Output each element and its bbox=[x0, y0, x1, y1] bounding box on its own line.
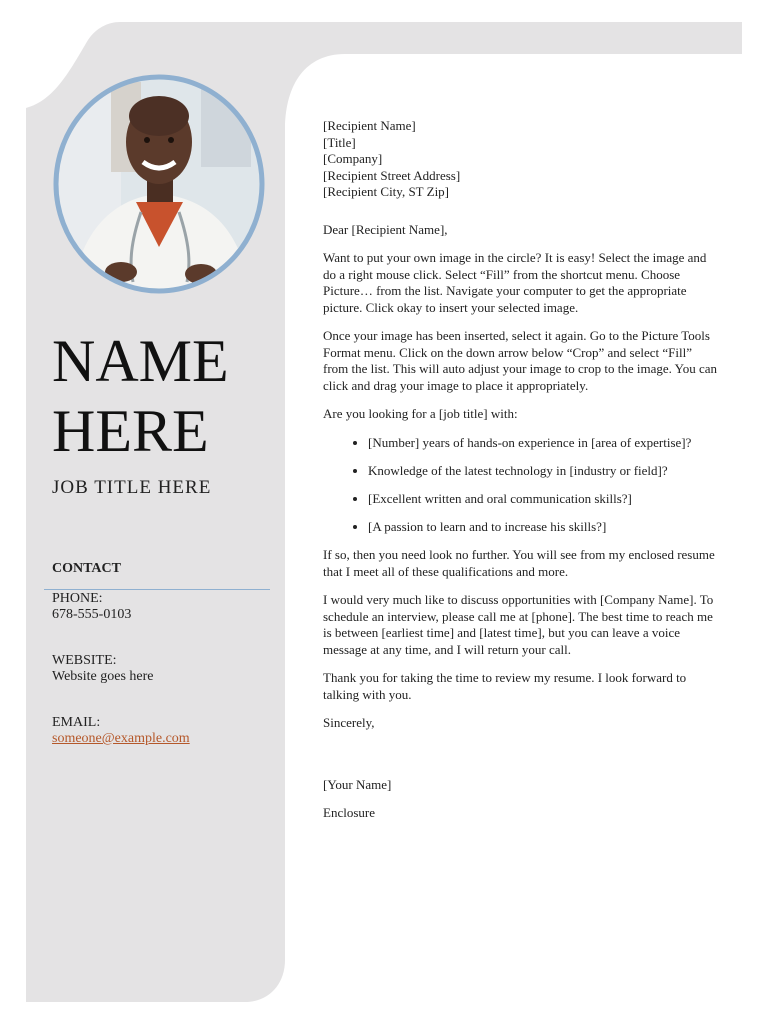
phone-value: 678-555-0103 bbox=[52, 607, 132, 622]
paragraph-2: Once your image has been inserted, select it again. Go to the Picture Tools Format menu. Click on the down arrow below “Crop” and select “Fill” from the list. This will auto adjust your image to crop to the image. You can click and drag your image to place it appropriately. bbox=[323, 328, 718, 393]
address-line: [Recipient Street Address] bbox=[323, 167, 461, 183]
enclosure: Enclosure bbox=[323, 805, 375, 820]
contact-heading: CONTACT bbox=[52, 561, 121, 576]
contact-divider bbox=[44, 589, 270, 590]
qualifications-list bbox=[323, 435, 718, 536]
email-label: EMAIL: bbox=[52, 715, 101, 730]
paragraph-4: If so, then you need look no further. You will see from my enclosed resume that I meet all of these qualifications and more. bbox=[323, 547, 715, 579]
recipient-address bbox=[323, 118, 718, 201]
website-label: WEBSITE: bbox=[52, 653, 117, 668]
address-line: [Title] bbox=[323, 134, 356, 150]
name-line-2: HERE bbox=[52, 398, 209, 464]
email-block bbox=[52, 715, 190, 747]
list-item: • Knowledge of the latest technology in [industry or field]? bbox=[368, 463, 718, 480]
address-line: [Recipient Name] bbox=[323, 118, 416, 133]
list-item: • [Excellent written and oral communication skills?] bbox=[368, 491, 718, 508]
paragraph-5: I would very much like to discuss opportunities with [Company Name]. To schedule an interview, please call me at [phone]. The best time to reach me is between [earliest time] and [latest time], but you can leave a voice message at any time, and I will return your call. bbox=[323, 592, 714, 657]
closing: Sincerely, bbox=[323, 715, 375, 730]
paragraph-6: Thank you for taking the time to review my resume. I look forward to talking with you. bbox=[323, 670, 687, 702]
name-line-1: NAME bbox=[52, 328, 229, 394]
address-line: [Recipient City, ST Zip] bbox=[323, 184, 450, 199]
website-value: Website goes here bbox=[52, 669, 154, 684]
profile-photo[interactable] bbox=[51, 72, 267, 296]
your-name: [Your Name] bbox=[323, 776, 392, 792]
signature-space bbox=[323, 744, 718, 777]
website-block bbox=[52, 653, 154, 685]
paragraph-1: Want to put your own image in the circle? It is easy! Select the image and do a right mouse click. Select “Fill” from the shortcut menu. Choose Picture… from the list. Navigate your computer to get the appropriate picture. Click okay to insert your selected image. bbox=[323, 250, 707, 315]
address-line: [Company] bbox=[323, 151, 383, 166]
list-item: • [A passion to learn and to increase his skills?] bbox=[368, 519, 718, 536]
list-item: • [Number] years of hands-on experience in [area of expertise]? bbox=[368, 435, 718, 452]
salutation: Dear [Recipient Name], bbox=[323, 221, 448, 237]
cover-letter bbox=[323, 118, 718, 834]
phone-label: PHONE: bbox=[52, 591, 103, 606]
applicant-name bbox=[52, 326, 282, 466]
job-title: JOB TITLE HERE bbox=[52, 477, 212, 498]
phone-block bbox=[52, 591, 131, 623]
email-link[interactable]: someone@example.com bbox=[52, 731, 190, 746]
paragraph-3: Are you looking for a [job title] with: bbox=[323, 406, 518, 421]
